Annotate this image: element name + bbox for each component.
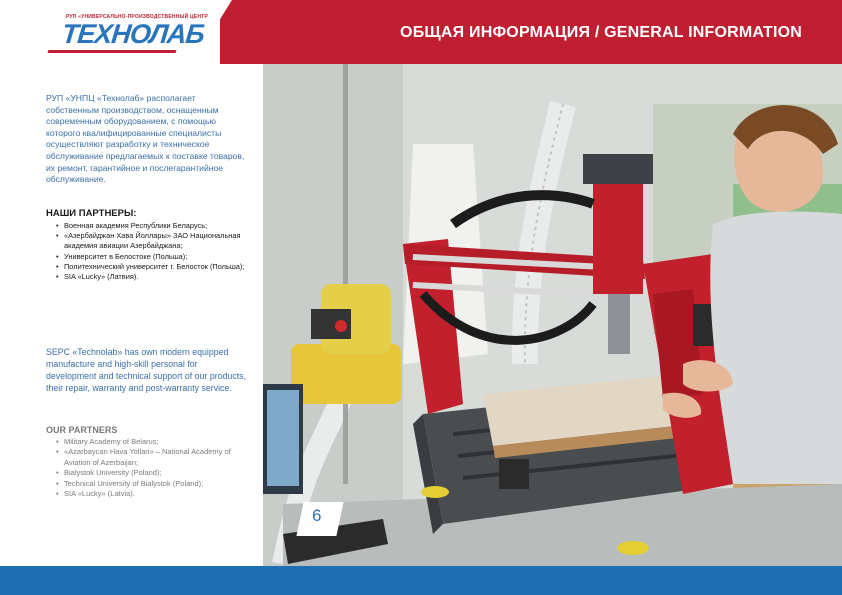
partners-list-en — [56, 437, 256, 499]
cnc-machine-illustration — [263, 64, 842, 566]
logo-underline — [47, 50, 176, 53]
partners-heading-en: OUR PARTNERS — [46, 425, 118, 435]
list-item: • Политехнический университет г. Белосток (Польша); — [56, 262, 246, 272]
footer-bar — [0, 566, 842, 595]
partners-list-ru — [56, 221, 246, 282]
list-item: • SIA «Lucky» (Латвия). — [56, 272, 246, 282]
page-number: 6 — [312, 506, 322, 525]
page-title: ОБЩАЯ ИНФОРМАЦИЯ / GENERAL INFORMATION — [400, 24, 802, 41]
intro-paragraph-ru: РУП «УНПЦ «Технолаб» располагает собственным производством, оснащенным современным оборудованием, с помощью которого квалифицированные специалисты осуществляют разработку и техническое обслуживание предлагаемых к поставке товаров, их ремонт, гарантийное и послегарантийное обслуживание. — [46, 93, 245, 185]
workshop-photo — [263, 64, 842, 566]
logo-tagline: РУП «УНИВЕРСАЛЬНО-ПРОИЗВОДСТВЕННЫЙ ЦЕНТР — [66, 14, 208, 20]
list-item: • Университет в Белостоке (Польша); — [56, 252, 246, 262]
list-item: • «Azarbaycan Hava Yollari» – National Academy of Aviation of Azerbaijan; — [56, 447, 256, 468]
logo-text: ТЕХНОЛАБ — [60, 19, 206, 49]
list-item: • Bialystok University (Poland); — [56, 468, 256, 478]
list-item: • «Азербайджан Хава Йоллары» ЗАО Национальная академия авиации Азербайджана; — [56, 231, 246, 251]
intro-paragraph-en: SEPC «Technolab» has own modern equipped manufacture and high-skill personal for development and technical support of our products, their repair, warranty and post-warranty service. — [46, 347, 247, 393]
list-item: • Military Academy of Belarus; — [56, 437, 256, 447]
partners-heading-ru: НАШИ ПАРТНЕРЫ: — [46, 208, 137, 219]
list-item: • Военная академия Республики Беларусь; — [56, 221, 246, 231]
list-item: • SIA «Lucky» (Latvia). — [56, 489, 256, 499]
list-item: • Technical University of Bialystok (Poland); — [56, 479, 256, 489]
